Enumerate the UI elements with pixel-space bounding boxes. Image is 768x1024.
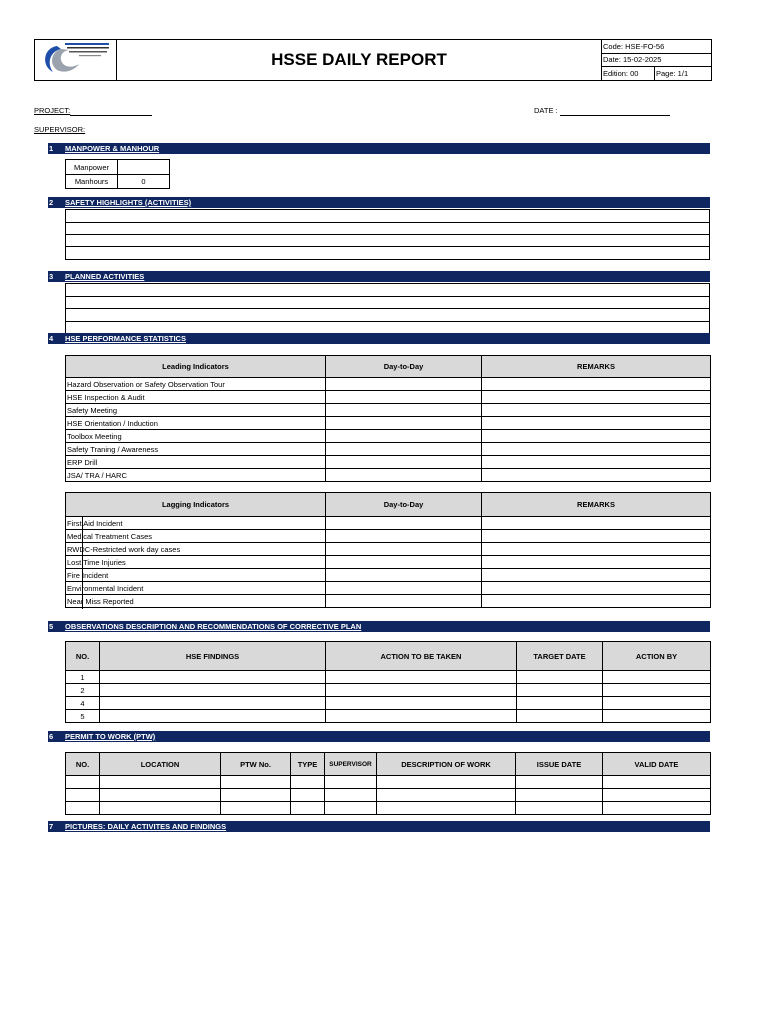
lagging-indicator-cell[interactable] — [482, 517, 711, 530]
observation-cell[interactable] — [326, 671, 517, 684]
lagging-indicator-label: RWDC-Restricted work day cases — [66, 543, 326, 556]
leading-indicator-cell[interactable] — [482, 430, 711, 443]
lagging-indicator-label: Medical Treatment Cases — [66, 530, 326, 543]
date-field[interactable] — [560, 115, 670, 116]
highlight-row[interactable] — [66, 235, 710, 247]
lagging-indicator-row — [66, 595, 711, 608]
leading-indicator-cell[interactable] — [326, 456, 482, 469]
lagging-indicators-table — [65, 492, 711, 608]
column-divider — [82, 516, 83, 609]
lagging-indicator-cell[interactable] — [326, 556, 482, 569]
ptw-row — [66, 802, 711, 815]
lagging-indicator-label: Environmental Incident — [66, 582, 326, 595]
manhours-value[interactable]: 0 — [118, 175, 170, 189]
form-edition: Edition: 00 — [602, 67, 655, 81]
ptw-cell[interactable] — [603, 802, 711, 815]
lagging-indicator-row — [66, 556, 711, 569]
section-title: PLANNED ACTIVITIES — [65, 272, 145, 281]
column-header: ACTION TO BE TAKEN — [326, 642, 517, 671]
column-header: DESCRIPTION OF WORK — [377, 753, 516, 776]
section-number: 7 — [49, 822, 54, 831]
section-number: 1 — [49, 144, 54, 153]
lagging-indicator-row — [66, 569, 711, 582]
safety-highlights-table — [65, 209, 710, 260]
lagging-indicator-cell[interactable] — [326, 569, 482, 582]
observation-cell[interactable] — [603, 684, 711, 697]
leading-indicator-label: Hazard Observation or Safety Observation Tour — [66, 378, 326, 391]
section-title: PERMIT TO WORK (PTW) — [65, 732, 156, 741]
ptw-cell[interactable] — [291, 789, 325, 802]
leading-indicator-cell[interactable] — [482, 443, 711, 456]
leading-indicator-row — [66, 430, 711, 443]
section-number: 2 — [49, 198, 54, 207]
ptw-cell[interactable] — [66, 789, 100, 802]
ptw-cell[interactable] — [66, 802, 100, 815]
observation-cell[interactable] — [517, 710, 603, 723]
planned-row[interactable] — [66, 309, 710, 322]
observation-row — [66, 671, 711, 684]
ptw-cell[interactable] — [516, 802, 603, 815]
ptw-cell[interactable] — [221, 802, 291, 815]
column-header: SUPERVISOR — [325, 753, 377, 776]
leading-indicator-label: HSE Orientation / Induction — [66, 417, 326, 430]
observation-label: 2 — [66, 684, 100, 697]
ptw-cell[interactable] — [221, 789, 291, 802]
form-page: Page: 1/1 — [655, 67, 712, 81]
observation-row — [66, 697, 711, 710]
leading-indicator-cell[interactable] — [326, 430, 482, 443]
ptw-cell[interactable] — [377, 789, 516, 802]
project-label: PROJECT: — [34, 106, 71, 115]
ptw-row — [66, 789, 711, 802]
observation-cell[interactable] — [603, 671, 711, 684]
observation-cell[interactable] — [326, 684, 517, 697]
section-number: 4 — [49, 334, 54, 343]
section-1-header — [48, 143, 710, 154]
lagging-indicator-label: Fire Incident — [66, 569, 326, 582]
manpower-label: Manpower — [66, 160, 118, 175]
observation-cell[interactable] — [100, 684, 326, 697]
lagging-indicator-cell[interactable] — [482, 543, 711, 556]
lagging-indicator-label: First Aid Incident — [66, 517, 326, 530]
lagging-indicator-cell[interactable] — [326, 595, 482, 608]
leading-indicator-cell[interactable] — [326, 378, 482, 391]
section-number: 3 — [49, 272, 54, 281]
leading-indicator-label: Safety Traning / Awareness — [66, 443, 326, 456]
ptw-cell[interactable] — [66, 776, 100, 789]
highlight-row[interactable] — [66, 247, 710, 260]
leading-indicator-label: JSA/ TRA / HARC — [66, 469, 326, 482]
observation-cell[interactable] — [517, 697, 603, 710]
lagging-indicator-cell[interactable] — [482, 569, 711, 582]
column-header: VALID DATE — [603, 753, 711, 776]
leading-indicator-row — [66, 456, 711, 469]
leading-indicator-cell[interactable] — [482, 456, 711, 469]
lagging-indicator-cell[interactable] — [482, 530, 711, 543]
lagging-indicator-cell[interactable] — [482, 582, 711, 595]
ptw-cell[interactable] — [603, 776, 711, 789]
observation-cell[interactable] — [517, 671, 603, 684]
lagging-indicator-row — [66, 582, 711, 595]
company-logo — [35, 40, 117, 81]
ptw-cell[interactable] — [516, 776, 603, 789]
column-header: NO. — [66, 753, 100, 776]
ptw-cell[interactable] — [291, 802, 325, 815]
lagging-indicator-row — [66, 543, 711, 556]
manpower-value[interactable] — [118, 160, 170, 175]
lagging-indicator-cell[interactable] — [482, 556, 711, 569]
leading-indicator-row — [66, 404, 711, 417]
leading-indicator-row — [66, 391, 711, 404]
observation-cell[interactable] — [517, 684, 603, 697]
column-header: Day-to-Day — [326, 356, 482, 378]
highlight-row[interactable] — [66, 210, 710, 223]
observation-row — [66, 710, 711, 723]
observation-cell[interactable] — [100, 710, 326, 723]
section-number: 5 — [49, 622, 54, 631]
lagging-indicator-cell[interactable] — [326, 543, 482, 556]
section-title: PICTURES: DAILY ACTIVITES AND FINDINGS — [65, 822, 227, 831]
planned-activities-table — [65, 283, 710, 334]
column-header: LOCATION — [100, 753, 221, 776]
section-2-header — [48, 197, 710, 208]
observation-label: 4 — [66, 697, 100, 710]
column-header: TYPE — [291, 753, 325, 776]
leading-indicator-label: ERP Drill — [66, 456, 326, 469]
column-header: Day-to-Day — [326, 493, 482, 517]
observation-cell[interactable] — [326, 697, 517, 710]
section-number: 6 — [49, 732, 54, 741]
ptw-cell[interactable] — [377, 802, 516, 815]
section-3-header — [48, 271, 710, 282]
ptw-cell[interactable] — [325, 802, 377, 815]
section-6-header — [48, 731, 710, 742]
manhours-label: Manhours — [66, 175, 118, 189]
form-code: Code: HSE-FO-56 — [602, 40, 712, 54]
section-title: SAFETY HIGHLIGHTS (ACTIVITIES) — [65, 198, 192, 207]
ptw-cell[interactable] — [221, 776, 291, 789]
supervisor-label: SUPERVISOR: — [34, 125, 86, 134]
leading-indicator-cell[interactable] — [482, 378, 711, 391]
highlight-row[interactable] — [66, 223, 710, 235]
observation-cell[interactable] — [100, 671, 326, 684]
lagging-indicator-cell[interactable] — [482, 595, 711, 608]
leading-indicator-row — [66, 469, 711, 482]
column-header: NO. — [66, 642, 100, 671]
project-field[interactable] — [70, 115, 152, 116]
column-header: Lagging Indicators — [66, 493, 326, 517]
ptw-cell[interactable] — [100, 802, 221, 815]
lagging-indicator-cell[interactable] — [326, 517, 482, 530]
column-header: Leading Indicators — [66, 356, 326, 378]
observation-cell[interactable] — [603, 710, 711, 723]
leading-indicator-cell[interactable] — [326, 404, 482, 417]
observation-label: 1 — [66, 671, 100, 684]
form-date: Date: 15-02-2025 — [602, 53, 712, 67]
leading-indicator-label: Safety Meeting — [66, 404, 326, 417]
ptw-cell[interactable] — [100, 776, 221, 789]
leading-indicator-cell[interactable] — [482, 417, 711, 430]
leading-indicator-cell[interactable] — [326, 391, 482, 404]
lagging-indicator-cell[interactable] — [326, 530, 482, 543]
section-title: MANPOWER & MANHOUR — [65, 144, 160, 153]
ptw-cell[interactable] — [516, 789, 603, 802]
column-header: ACTION BY — [603, 642, 711, 671]
observation-cell[interactable] — [603, 697, 711, 710]
ptw-cell[interactable] — [291, 776, 325, 789]
section-4-header — [48, 333, 710, 344]
ptw-cell[interactable] — [603, 789, 711, 802]
planned-row[interactable] — [66, 297, 710, 309]
section-title: OBSERVATIONS DESCRIPTION AND RECOMMENDATIONS OF CORRECTIVE PLAN — [65, 622, 362, 631]
column-header: REMARKS — [482, 493, 711, 517]
header-box — [34, 39, 712, 81]
lagging-indicator-row — [66, 530, 711, 543]
leading-indicator-row — [66, 378, 711, 391]
observation-cell[interactable] — [100, 697, 326, 710]
lagging-indicator-row — [66, 517, 711, 530]
leading-indicator-cell[interactable] — [482, 391, 711, 404]
leading-indicator-cell[interactable] — [326, 417, 482, 430]
column-header: ISSUE DATE — [516, 753, 603, 776]
planned-row[interactable] — [66, 284, 710, 297]
report-title: HSSE DAILY REPORT — [117, 40, 602, 81]
column-header: TARGET DATE — [517, 642, 603, 671]
leading-indicator-cell[interactable] — [326, 443, 482, 456]
section-7-header — [48, 821, 710, 832]
ptw-cell[interactable] — [377, 776, 516, 789]
section-title: HSE PERFORMANCE STATISTICS — [65, 334, 186, 343]
observation-cell[interactable] — [326, 710, 517, 723]
leading-indicators-table — [65, 355, 711, 482]
leading-indicator-cell[interactable] — [482, 404, 711, 417]
lagging-indicator-label: Lost Time Injuries — [66, 556, 326, 569]
observation-label: 5 — [66, 710, 100, 723]
leading-indicator-cell[interactable] — [326, 469, 482, 482]
column-header: HSE FINDINGS — [100, 642, 326, 671]
leading-indicator-row — [66, 417, 711, 430]
column-header: PTW No. — [221, 753, 291, 776]
observations-table — [65, 641, 711, 723]
manpower-table — [65, 159, 170, 189]
leading-indicator-cell[interactable] — [482, 469, 711, 482]
date-label: DATE : — [534, 106, 558, 115]
ptw-cell[interactable] — [325, 776, 377, 789]
section-5-header — [48, 621, 710, 632]
ptw-table — [65, 752, 711, 815]
leading-indicator-label: Toolbox Meeting — [66, 430, 326, 443]
ptw-cell[interactable] — [100, 789, 221, 802]
planned-row[interactable] — [66, 322, 710, 334]
column-header: REMARKS — [482, 356, 711, 378]
ptw-cell[interactable] — [325, 789, 377, 802]
lagging-indicator-label: Near Miss Reported — [66, 595, 326, 608]
leading-indicator-row — [66, 443, 711, 456]
ptw-row — [66, 776, 711, 789]
lagging-indicator-cell[interactable] — [326, 582, 482, 595]
observation-row — [66, 684, 711, 697]
leading-indicator-label: HSE Inspection & Audit — [66, 391, 326, 404]
